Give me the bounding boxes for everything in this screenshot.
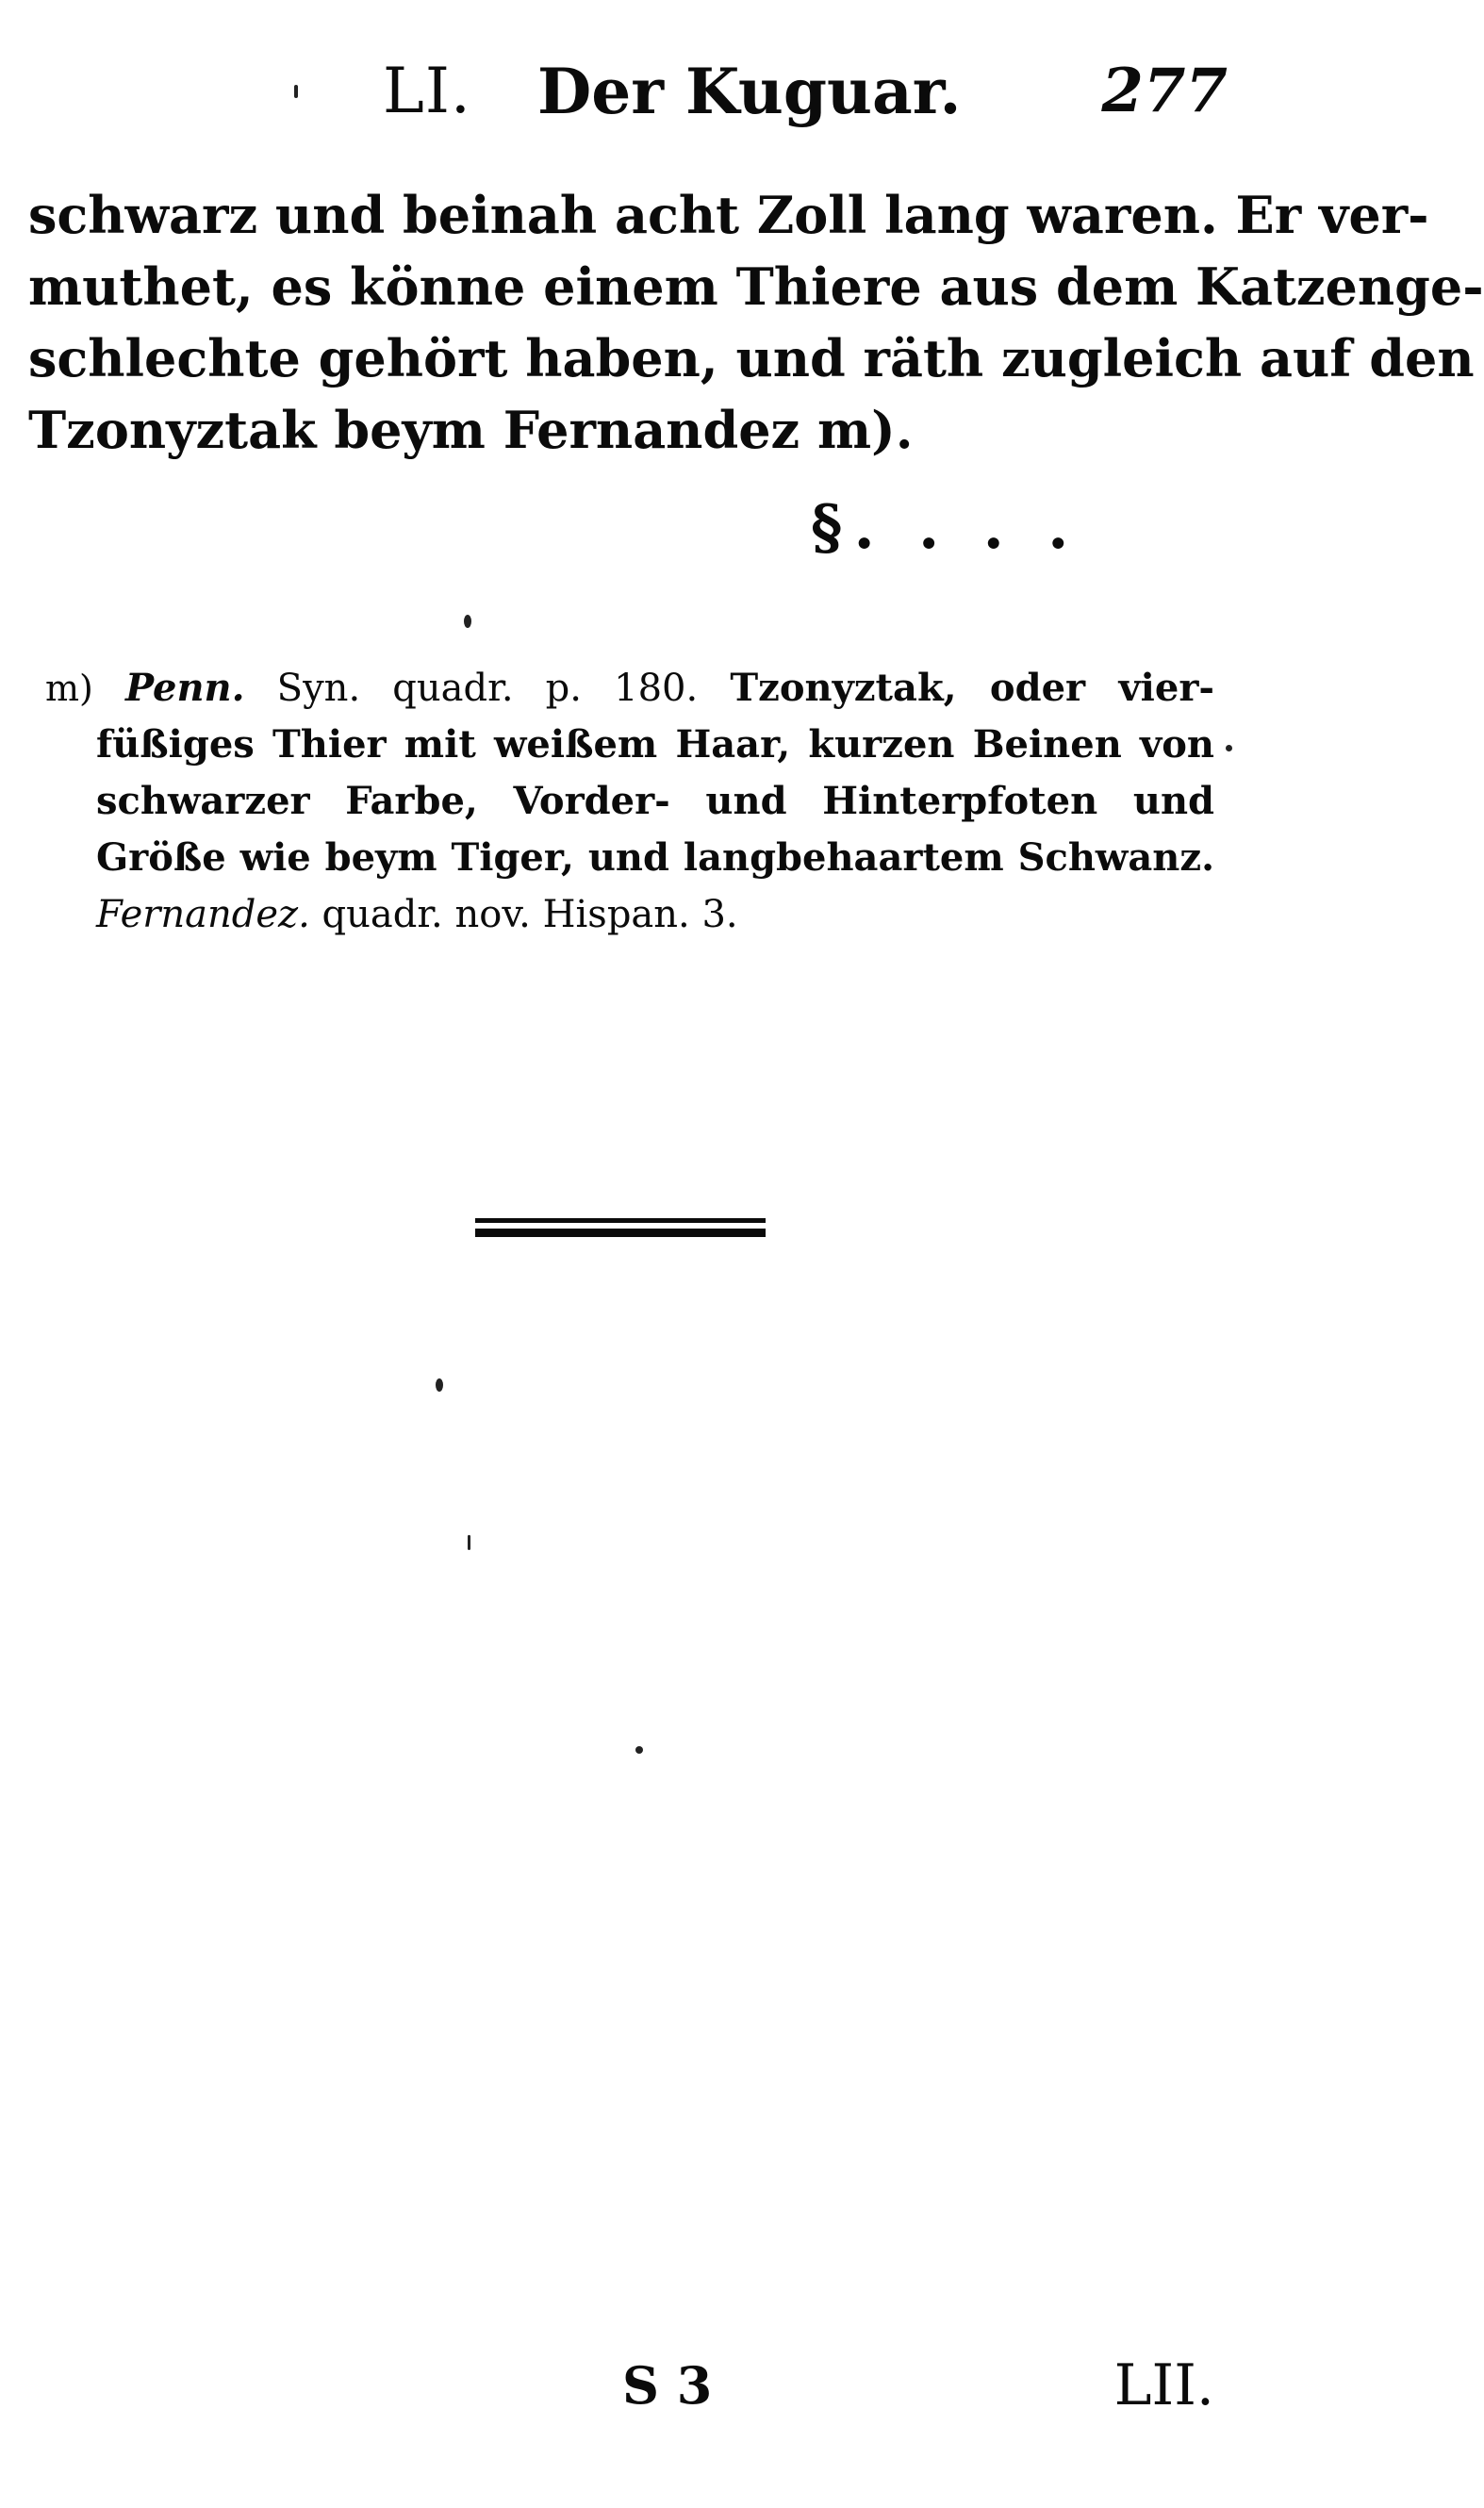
footnote-citation: Syn. quadr. p. 180. bbox=[244, 667, 699, 710]
footnote bbox=[45, 660, 1214, 943]
footnote-line: Größe wie beym Tiger, und langbehaartem Schwanz. bbox=[96, 835, 1214, 880]
body-line: muthet, es könne einem Thiere aus dem Katzenge- bbox=[28, 256, 1484, 317]
footnote-citation-author: Penn. bbox=[125, 666, 245, 710]
body-line: schlechte gehört haben, und räth zugleich auf den bbox=[28, 328, 1475, 388]
footnote-line: füßiges Thier mit weißem Haar, kurzen Beinen von bbox=[96, 722, 1214, 767]
chapter-title: Der Kuguar. bbox=[537, 55, 962, 128]
ink-speck bbox=[468, 1535, 470, 1550]
ink-speck bbox=[464, 615, 471, 628]
ink-speck bbox=[635, 1746, 643, 1754]
section-catchword: §. . . . bbox=[811, 492, 1080, 563]
footnote-line bbox=[45, 660, 1214, 717]
rule-thin bbox=[475, 1218, 766, 1223]
footer-catchword: LII. bbox=[1113, 2352, 1214, 2418]
ink-speck bbox=[294, 85, 298, 98]
footnote-marker: m) bbox=[45, 668, 93, 709]
footnote-source-author: Fernandez. bbox=[96, 893, 310, 936]
ink-speck bbox=[436, 1378, 443, 1392]
footnote-line: schwarzer Farbe, Vorder- und Hinterpfoten und bbox=[96, 779, 1214, 823]
printer-signature: S 3 bbox=[622, 2355, 713, 2416]
rule-thick bbox=[475, 1229, 766, 1237]
page-number: 277 bbox=[1101, 56, 1228, 126]
body-line: schwarz und beinah acht Zoll lang waren. Er ver- bbox=[28, 185, 1429, 245]
body-paragraph bbox=[28, 179, 1484, 466]
body-line: Tzonyztak beym Fernandez m). bbox=[28, 400, 914, 460]
footnote-term: Tzonyztak, oder vier- bbox=[730, 666, 1214, 710]
footnote-source: quadr. nov. Hispan. 3. bbox=[309, 893, 738, 936]
running-head bbox=[368, 49, 1228, 134]
ink-speck bbox=[1226, 745, 1232, 751]
footnote-line bbox=[45, 886, 1214, 943]
chapter-number: LI. bbox=[383, 55, 471, 127]
double-rule-ornament bbox=[475, 1218, 766, 1239]
